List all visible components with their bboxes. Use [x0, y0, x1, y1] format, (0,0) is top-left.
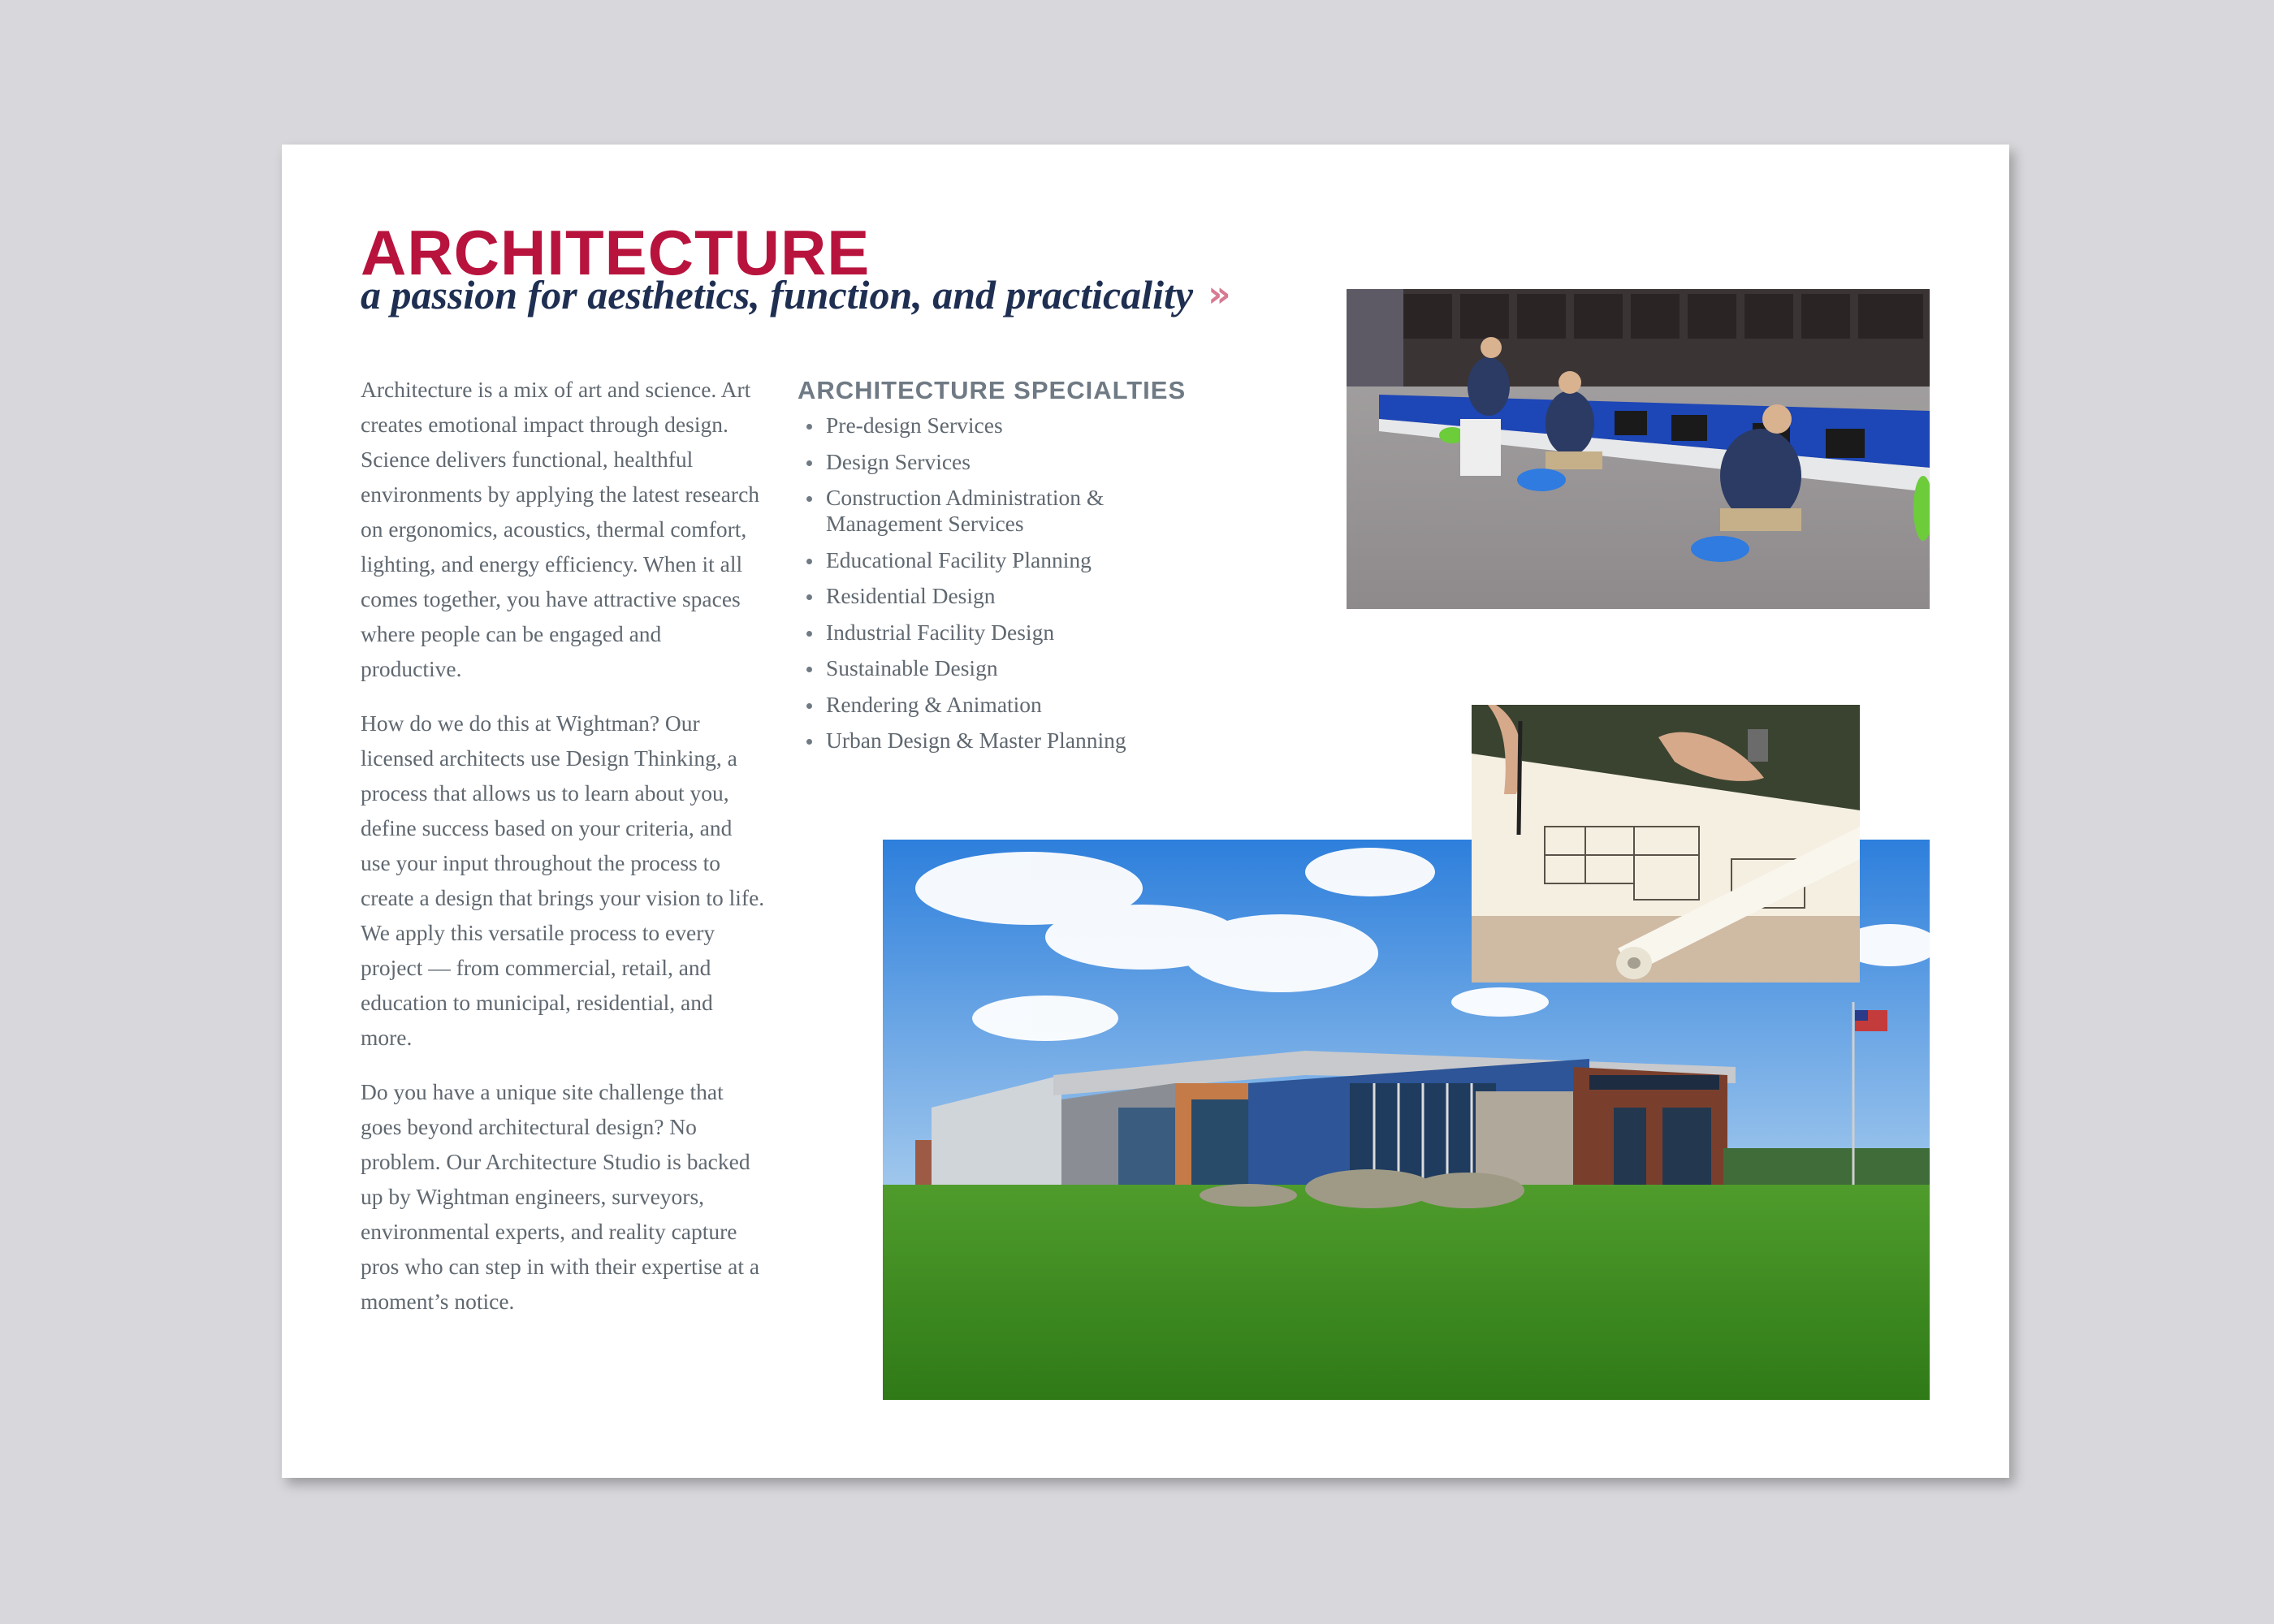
chevron-right-icon: » — [1208, 274, 1231, 315]
subtitle-text: a passion for aesthetics, function, and practicality — [361, 272, 1194, 317]
specialty-item: Sustainable Design — [798, 655, 1221, 681]
specialties-list — [798, 412, 1221, 764]
body-paragraph-2: How do we do this at Wightman? Our licensed architects use Design Thinking, a process that allows us to learn about you, define success based on your criteria, and use your input throughout the process to create a design that brings your vision to life. We apply this versatile process to every project — from commercial, retail, and education to municipal, residential, and more. — [361, 710, 765, 1050]
specialties-heading: ARCHITECTURE SPECIALTIES — [798, 376, 1187, 404]
intro-text-column — [361, 372, 767, 1338]
specialty-item: Industrial Facility Design — [798, 620, 1221, 646]
specialty-item: Educational Facility Planning — [798, 547, 1221, 573]
body-paragraph-1: Architecture is a mix of art and science. Art creates emotional impact through design. Science delivers functional, healthful environments by applying the latest research on ergonomics, acoustics, thermal comfort, lighting, and energy efficiency. When it all comes together, you have attractive spaces where people can be engaged and productive. — [361, 377, 760, 681]
specialty-item: Design Services — [798, 449, 1221, 475]
specialty-item: Construction Administration & Management Services — [798, 485, 1221, 537]
specialty-item: Rendering & Animation — [798, 692, 1221, 718]
specialty-item: Residential Design — [798, 583, 1221, 609]
classroom-photo — [1347, 289, 1930, 609]
classroom-illustration — [1347, 289, 1930, 609]
body-paragraph-3: Do you have a unique site challenge that goes beyond architectural design? No problem. Our Architecture Studio is backed up by Wightman engineers, surveyors, environmental experts, and reality capture pros who can step in with their expertise at a moment’s notice. — [361, 1079, 760, 1314]
sketch-drawing-photo — [1472, 705, 1860, 983]
specialty-item: Urban Design & Master Planning — [798, 728, 1221, 754]
sketch-illustration — [1472, 705, 1860, 983]
specialty-item: Pre-design Services — [798, 412, 1221, 438]
brochure-page — [282, 145, 2009, 1478]
page-subtitle — [361, 271, 1231, 321]
page-title: ARCHITECTURE — [361, 217, 871, 288]
